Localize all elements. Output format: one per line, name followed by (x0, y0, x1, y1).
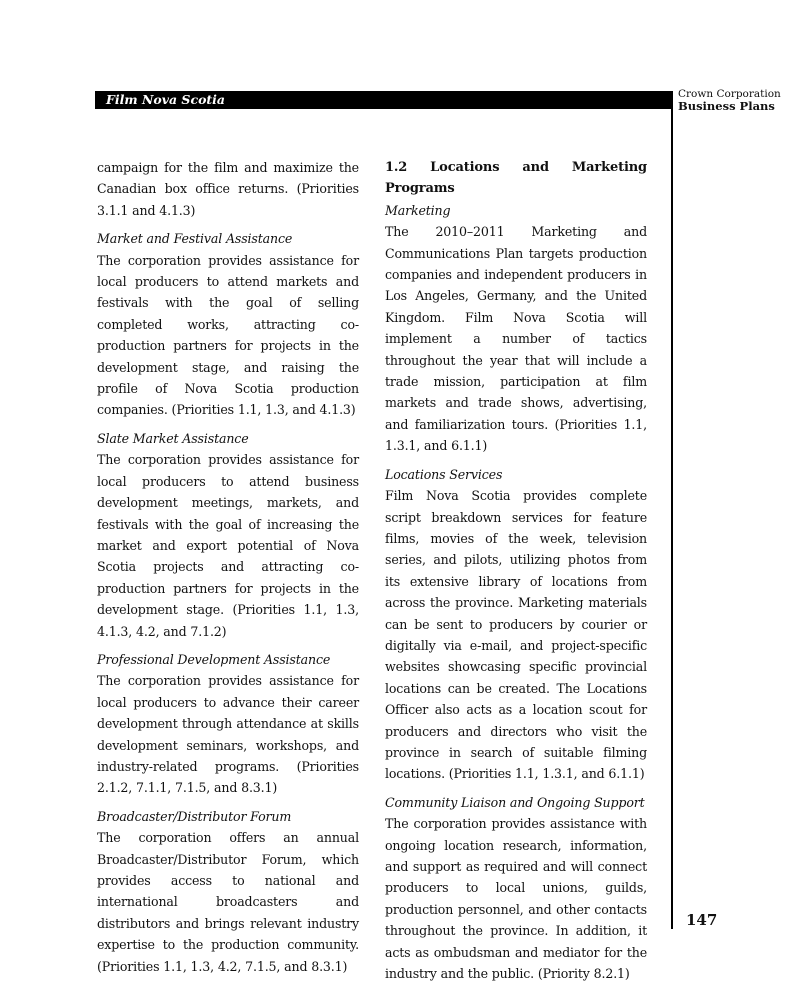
section-body-locations-services: Film Nova Scotia provides complete script breakdown services for feature films, movies of the week, television series, and pilots, utilizing photos from its extensive library of locations from across the province. Marketing materials can be sent to producers by courier or digitally via e-mail, and project-specific websites showcasing specific provincial locations can be created. The Locations Officer also acts as a location scout for producers and directors who visit the province in search of suitable filming locations. (Priorities 1.1, 1.3.1, and 6.1.1) (385, 488, 647, 782)
document-type-line2: Business Plans (678, 99, 775, 113)
section-body-broadcaster-forum: The corporation offers an annual Broadcaster/Distributor Forum, which provides access to national and international broadcasters and distributors and brings relevant industry expertise to the production community. (Priorities 1.1, 1.3, 4.2, 7.1.5, and 8.3.1) (97, 830, 359, 974)
intro-paragraph: campaign for the film and maximize the Canadian box office returns. (Priorities 3.1.1 and 4.1.3) (97, 160, 359, 218)
right-column (385, 157, 647, 984)
left-column (97, 157, 359, 977)
section-body-professional-development: The corporation provides assistance for local producers to advance their career development through attendance at skills development seminars, workshops, and industry-related programs. (Priorities 2.1.2, 7.1.1, 7.1.5, and 8.3.1) (97, 673, 359, 796)
section-title-broadcaster-forum: Broadcaster/Distributor Forum (97, 808, 292, 824)
section-body-community-liaison: The corporation provides assistance with ongoing location research, information, and support as required and will connect producers to local unions, guilds, production personnel, and other contacts throughout the province. In addition, it acts as ombudsman and mediator for the industry and the public. (Priority 8.2.1) (385, 816, 647, 982)
section-body-slate-market: The corporation provides assistance for local producers to attend business development meetings, markets, and festivals with the goal of increasing the market and export potential of Nova Scotia projects and attracting co-production partners for projects in the development stage. (Priorities 1.1, 1.3, 4.1.3, 4.2, and 7.1.2) (97, 452, 359, 639)
running-header-bar (95, 91, 671, 109)
section-title-community-liaison: Community Liaison and Ongoing Support (385, 794, 645, 810)
vertical-rule (671, 91, 673, 929)
section-heading: 1.2 Locations and Marketing Programs (385, 160, 647, 197)
section-title-professional-development: Professional Development Assistance (97, 651, 331, 667)
section-title-slate-market: Slate Market Assistance (97, 430, 249, 446)
section-body-marketing: The 2010–2011 Marketing and Communications Plan targets production companies and independent producers in Los Angeles, Germany, and the United Kingdom. Film Nova Scotia will implement a number of tactics throughout the year that will include a trade mission, participation at film markets and trade shows, advertising, and familiarization tours. (Priorities 1.1, 1.3.1, and 6.1.1) (385, 224, 647, 454)
page-number: 147 (686, 911, 718, 929)
section-title-marketing: Marketing (385, 202, 451, 218)
document-type-line1: Crown Corporation (678, 88, 781, 100)
section-body-market-festival: The corporation provides assistance for local producers to attend markets and festivals with the goal of selling completed works, attracting co-production partners for projects in the development stage, and raising the profile of Nova Scotia production companies. (Priorities 1.1, 1.3, and 4.1.3) (97, 252, 359, 418)
running-header-title: Film Nova Scotia (106, 92, 226, 107)
section-title-market-festival: Market and Festival Assistance (97, 231, 293, 247)
document-type-label (678, 88, 808, 112)
section-title-locations-services: Locations Services (385, 466, 503, 482)
